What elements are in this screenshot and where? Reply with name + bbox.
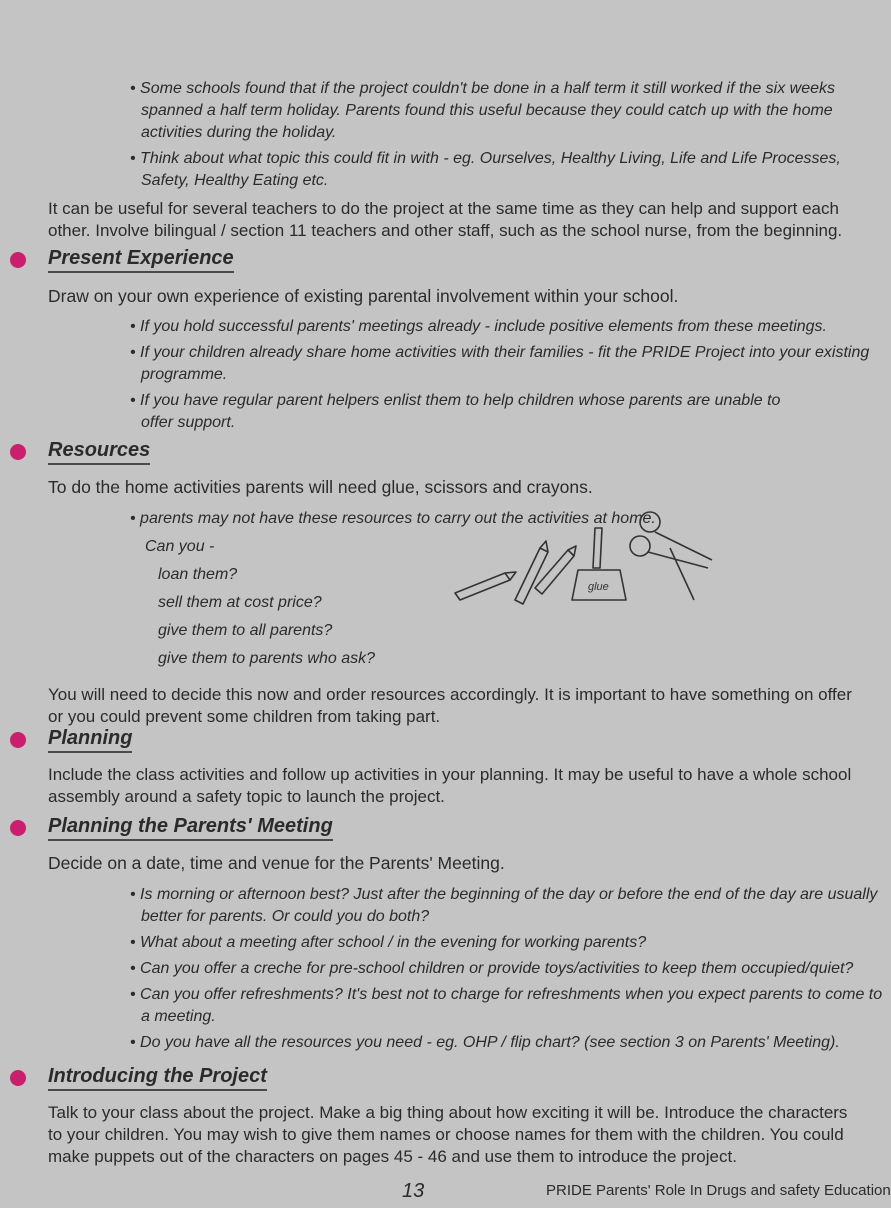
resources-can-you: Can you - <box>145 538 215 555</box>
introducing-paragraph-line-2: to your children. You may wish to give them names or choose names for them with the children. You could <box>48 1125 844 1144</box>
crayon-icon <box>535 550 574 594</box>
meeting-bullet-1-line-2: better for parents. Or could you do both? <box>141 908 430 925</box>
present-bullet-2-line-1: • If your children already share home activities with their families - fit the PRIDE Project into your existing <box>130 344 870 361</box>
heading-introducing-project: Introducing the Project <box>48 1065 267 1091</box>
scissors-icon <box>640 512 660 532</box>
bullet-dot-icon <box>10 820 26 836</box>
page-number: 13 <box>402 1180 425 1202</box>
heading-parents-meeting: Planning the Parents' Meeting <box>48 815 333 841</box>
resources-option-sell: sell them at cost price? <box>158 594 322 611</box>
planning-paragraph-line-1: Include the class activities and follow up activities in your planning. It may be useful to have a whole school <box>48 765 852 784</box>
intro-paragraph-line-2: other. Involve bilingual / section 11 teachers and other staff, such as the school nurse, from the beginning. <box>48 221 843 240</box>
meeting-paragraph: Decide on a date, time and venue for the Parents' Meeting. <box>48 853 505 873</box>
footer-title: PRIDE Parents' Role In Drugs and safety Education <box>546 1182 891 1199</box>
meeting-bullet-4-line-2: a meeting. <box>141 1008 216 1025</box>
intro-paragraph-line-1: It can be useful for several teachers to do the project at the same time as they can help and support each <box>48 199 839 218</box>
bullet-dot-icon <box>10 1070 26 1086</box>
resources-option-give-all: give them to all parents? <box>158 622 333 639</box>
glue-label: glue <box>588 581 609 593</box>
bullet-dot-icon <box>10 252 26 268</box>
intro-bullet-1-line-1: • Some schools found that if the project couldn't be done in a half term it still worked if the six weeks <box>130 80 836 97</box>
present-paragraph: Draw on your own experience of existing parental involvement within your school. <box>48 286 679 306</box>
crayon-icon <box>455 573 510 600</box>
intro-bullet-2-line-1: • Think about what topic this could fit in with - eg. Ourselves, Healthy Living, Life and Life Processes, <box>130 150 841 167</box>
meeting-bullet-3: • Can you offer a creche for pre-school children or provide toys/activities to keep them occupied/quiet? <box>130 960 854 977</box>
resources-after-line-1: You will need to decide this now and order resources accordingly. It is important to have something on offer <box>48 685 852 704</box>
resources-option-loan: loan them? <box>158 566 238 583</box>
resources-bullet: • parents may not have these resources to carry out the activities at home. <box>130 510 656 527</box>
present-bullet-3-line-2: offer support. <box>141 414 236 431</box>
intro-bullet-1-line-2: spanned a half term holiday. Parents found this useful because they could catch up with the home <box>141 102 833 119</box>
meeting-bullet-5: • Do you have all the resources you need - eg. OHP / flip chart? (see section 3 on Parents' Meeting). <box>130 1034 840 1051</box>
stationery-illustration <box>450 508 720 608</box>
crayon-icon <box>515 548 548 604</box>
introducing-paragraph-line-1: Talk to your class about the project. Make a big thing about how exciting it will be. Introduce the characters <box>48 1103 848 1122</box>
intro-bullet-2-line-2: Safety, Healthy Eating etc. <box>141 172 329 189</box>
bullet-dot-icon <box>10 444 26 460</box>
intro-bullet-1-line-3: activities during the holiday. <box>141 124 337 141</box>
resources-paragraph: To do the home activities parents will need glue, scissors and crayons. <box>48 477 593 497</box>
present-bullet-1: • If you hold successful parents' meetings already - include positive elements from these meetings. <box>130 318 827 335</box>
bullet-dot-icon <box>10 732 26 748</box>
heading-planning: Planning <box>48 727 132 753</box>
introducing-paragraph-line-3: make puppets out of the characters on pages 45 - 46 and use them to introduce the project. <box>48 1147 737 1166</box>
glue-stick-icon <box>593 528 602 568</box>
present-bullet-2-line-2: programme. <box>141 366 228 383</box>
meeting-bullet-4-line-1: • Can you offer refreshments? It's best not to charge for refreshments when you expect parents to come to <box>130 986 883 1003</box>
heading-present-experience: Present Experience <box>48 247 234 273</box>
planning-paragraph-line-2: assembly around a safety topic to launch the project. <box>48 787 445 806</box>
heading-resources: Resources <box>48 439 150 465</box>
meeting-bullet-1-line-1: • Is morning or afternoon best? Just after the beginning of the day or before the end of the day are usually <box>130 886 878 903</box>
resources-option-give-ask: give them to parents who ask? <box>158 650 376 667</box>
meeting-bullet-2: • What about a meeting after school / in the evening for working parents? <box>130 934 647 951</box>
resources-after-line-2: or you could prevent some children from taking part. <box>48 707 441 726</box>
present-bullet-3-line-1: • If you have regular parent helpers enlist them to help children whose parents are unable to <box>130 392 781 409</box>
